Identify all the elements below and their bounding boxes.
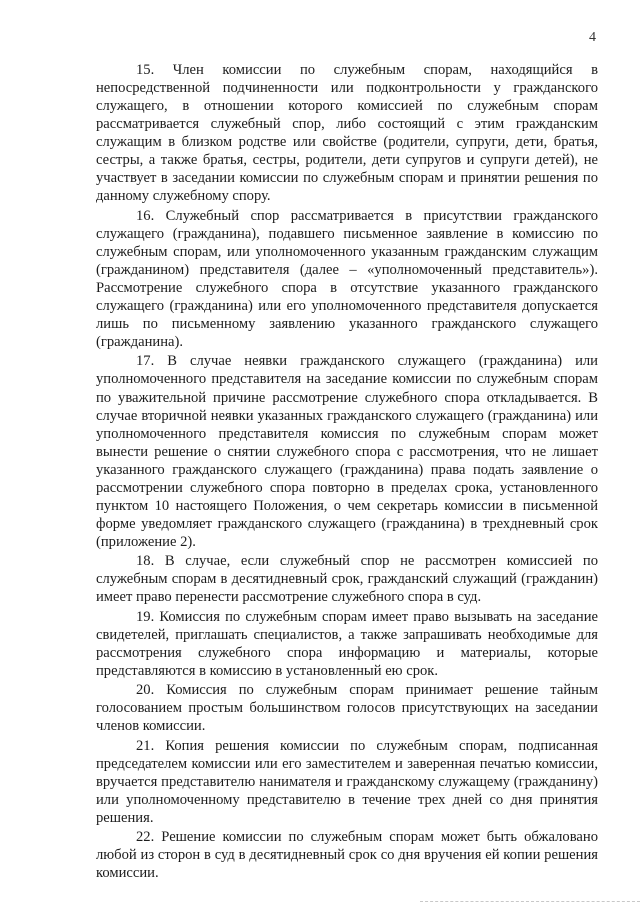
scan-artifact-line (420, 901, 640, 905)
paragraph-16: 16. Служебный спор рассматривается в присутствии гражданского служащего (гражданина), подавшего письменное заявление в комиссию по служебным спорам, или уполномоченного указанным гражданским служащим (гражданином) представителя (далее – «уполномоченный представитель»). Рассмотрение служебного спора в отсутствие указанного гражданского служащего (гражданина) или его уполномоченного представителя допускается лишь по письменному заявлению указанного гражданского служащего (гражданина). (96, 207, 598, 351)
paragraph-15: 15. Член комиссии по служебным спорам, находящийся в непосредственной подчиненности или подконтрольности у гражданского служащего, в отношении которого комиссией по служебным спорам рассматривается служебный спор, либо состоящий с этим гражданским служащим в близком родстве или свойстве (родители, супруги, дети, братья, сестры, а также братья, сестры, родители, дети супругов и супруги детей), не участвует в заседании комиссии по служебным спорам и принятии решения по данному служебному спору. (96, 62, 598, 205)
page-number: 4 (589, 30, 596, 45)
paragraph-17: 17. В случае неявки гражданского служащего (гражданина) или уполномоченного представителя на заседание комиссии по служебным спорам по уважительной причине рассмотрение служебного спора откладывается. В случае вторичной неявки указанных гражданского служащего (гражданина) или уполномоченного представителя комиссия по служебным спорам может вынести решение о снятии служебного спора с рассмотрения, что не лишает указанного гражданского служащего (гражданина) права подать заявление о рассмотрении служебного спора повторно в пределах срока, установленного пунктом 10 настоящего Положения, о чем секретарь комиссии в письменной форме уведомляет гражданского служащего (гражданина) в трехдневный срок (приложение 2). (96, 353, 598, 550)
paragraph-18: 18. В случае, если служебный спор не рассмотрен комиссией по служебным спорам в десятидневный срок, гражданский служащий (гражданин) имеет право перенести рассмотрение служебного спора в суд. (96, 553, 598, 606)
document-body (96, 61, 598, 884)
paragraph-19: 19. Комиссия по служебным спорам имеет право вызывать на заседание свидетелей, приглашать специалистов, а также запрашивать необходимые для рассмотрения служебного спора информацию и материалы, которые представляются в комиссию в установленный ею срок. (96, 608, 598, 679)
paragraph-20: 20. Комиссия по служебным спорам принимает решение тайным голосованием простым большинством голосов присутствующих на заседании членов комиссии. (96, 682, 598, 735)
paragraph-21: 21. Копия решения комиссии по служебным спорам, подписанная председателем комиссии или его заместителем и заверенная печатью комиссии, вручается представителю нанимателя и гражданскому служащему (гражданину) или уполномоченному представителю в течение трех дней со дня принятия решения. (96, 737, 598, 826)
paragraph-22: 22. Решение комиссии по служебным спорам может быть обжаловано любой из сторон в суд в десятидневный срок со дня вручения ей копии решения комиссии. (96, 829, 598, 882)
